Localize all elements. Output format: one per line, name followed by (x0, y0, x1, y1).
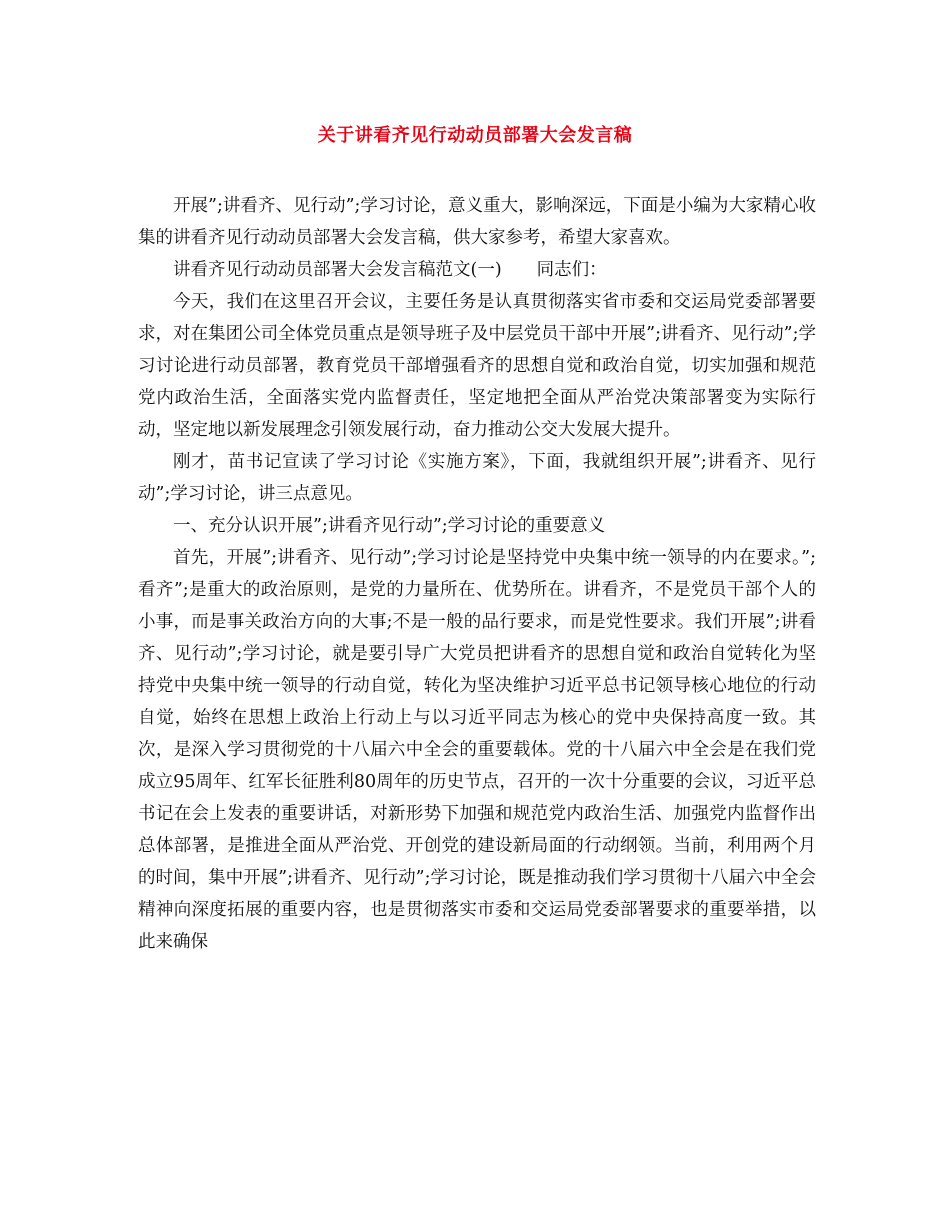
document-title: 关于讲看齐见行动动员部署大会发言稿 (317, 125, 633, 146)
paragraph-opening: 今天，我们在这里召开会议，主要任务是认真贯彻落实省市委和交运局党委部署要求，对在集团公司全体党员重点是领导班子及中层党员干部中开展”;讲看齐、见行动”;学习讨论进行动员部署，教育党员干部增强看齐的思想自觉和政治自觉，切实加强和规范党内政治生活，全面落实党内监督责任，坚定地把全面从严治党决策部署变为实际行动，坚定地以新发展理念引领发展行动，奋力推动公交大发展大提升。 (138, 292, 816, 440)
paragraph-sample-heading: 讲看齐见行动动员部署大会发言稿范文(一) 同志们： (173, 260, 607, 280)
paragraph-remarks: 刚才，苗书记宣读了学习讨论《实施方案》，下面，我就组织开展”;讲看齐、见行动”;学习讨论，讲三点意见。 (138, 452, 816, 504)
document-body (138, 190, 816, 958)
paragraph-intro: 开展”;讲看齐、见行动”;学习讨论，意义重大，影响深远，下面是小编为大家精心收集的讲看齐见行动动员部署大会发言稿，供大家参考，希望大家喜欢。 (138, 196, 816, 248)
paragraph-significance: 首先，开展”;讲看齐、见行动”;学习讨论是坚持党中央集中统一领导的内在要求。”;看齐”;是重大的政治原则，是党的力量所在、优势所在。讲看齐，不是党员干部个人的小事，而是事关政治方向的大事;不是一般的品行要求，而是党性要求。我们开展”;讲看齐、见行动”;学习讨论，就是要引导广大党员把讲看齐的思想自觉和政治自觉转化为坚持党中央集中统一领导的行动自觉，转化为坚决维护习近平总书记领导核心地位的行动自觉，始终在思想上政治上行动上与以习近平同志为核心的党中央保持高度一致。其次，是深入学习贯彻党的十八届六中全会的重要载体。党的十八届六中全会是在我们党成立95周年、红军长征胜利80周年的历史节点，召开的一次十分重要的会议，习近平总书记在会上发表的重要讲话，对新形势下加强和规范党内政治生活、加强党内监督作出总体部署，是推进全面从严治党、开创党的建设新局面的行动纲领。当前，利用两个月的时间，集中开展”;讲看齐、见行动”;学习讨论，既是推动我们学习贯彻十八届六中全会精神向深度拓展的重要内容，也是贯彻落实市委和交运局党委部署要求的重要举措，以此来确保 (138, 548, 816, 952)
section-heading-one: 一、充分认识开展”;讲看齐见行动”;学习讨论的重要意义 (173, 516, 606, 536)
